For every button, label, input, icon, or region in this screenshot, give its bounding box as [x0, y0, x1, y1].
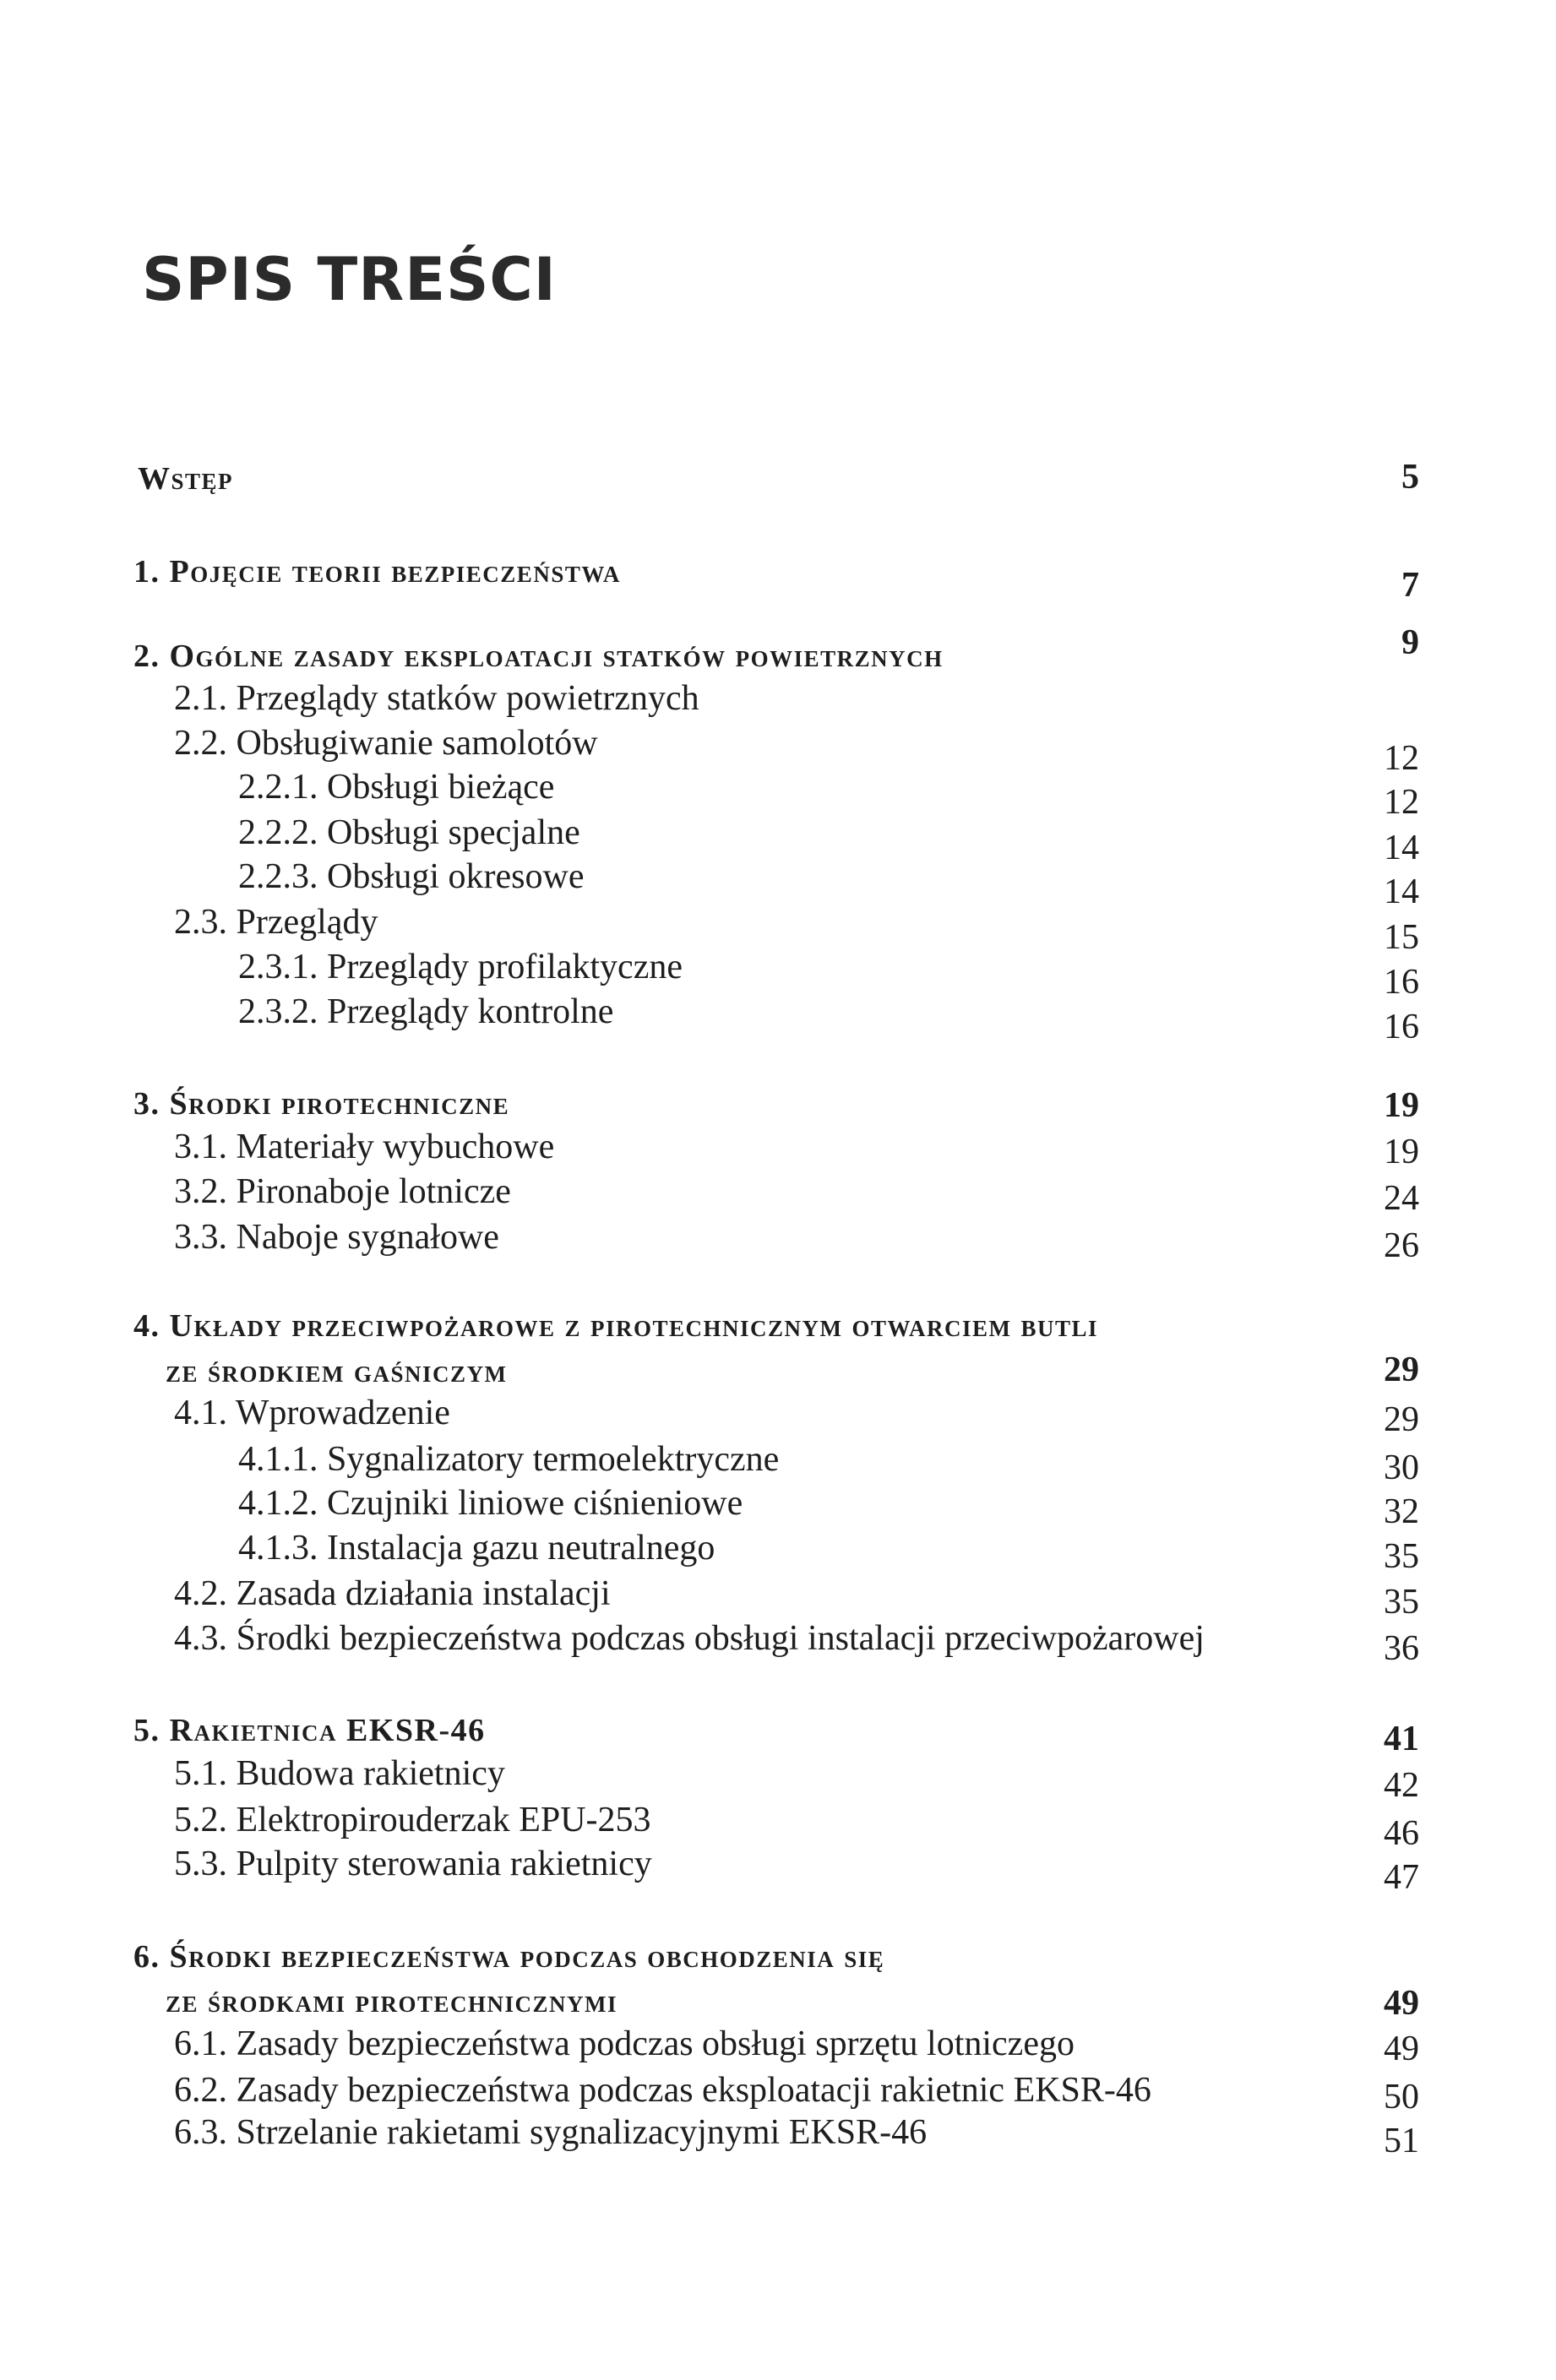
toc-entry [0, 1298, 1556, 1345]
toc-entry-page-number: 32 [1384, 1492, 1419, 1531]
toc-entry-page-number: 51 [1384, 2122, 1419, 2160]
toc-entry-title: 4.1.3. Instalacja gazu neutralnego [238, 1529, 715, 1568]
toc-entry-title: Wstęp [138, 461, 234, 497]
toc-entry-title: 5.2. Elektropirouderzak EPU-253 [174, 1801, 651, 1839]
toc-entry [0, 1747, 1556, 1805]
toc-entry [0, 941, 1556, 1002]
toc-entry-title: 4.1.1. Sygnalizatory termoelektryczne [238, 1440, 780, 1479]
toc-entry-page-number: 15 [1384, 918, 1419, 957]
toc-entry-title: ze środkiem gaśniczym [166, 1354, 508, 1389]
toc-entry-title: 4. Układy przeciwpożarowe z pirotechnicznym otwarciem butli [133, 1308, 1099, 1344]
toc-entry-title: 2.3. Przeglądy [174, 903, 378, 942]
toc-entry [0, 451, 1556, 498]
toc-entry-title: 6.2. Zasady bezpieczeństwa podczas eksploatacji rakietnic EKSR-46 [174, 2071, 1151, 2110]
toc-entry-page-number: 16 [1384, 963, 1419, 1002]
toc-entry-page-number: 29 [1384, 1400, 1419, 1439]
toc-entry [0, 1166, 1556, 1218]
toc-entry-title: 3.2. Pironaboje lotnicze [174, 1172, 511, 1211]
toc-entry-title: 1. Pojęcie teorii bezpieczeństwa [133, 554, 621, 590]
toc-entry [0, 1794, 1556, 1853]
toc-entry [0, 1387, 1556, 1439]
toc-entry [0, 623, 1556, 676]
toc-entry-page-number: 49 [1384, 1984, 1419, 2023]
toc-entry-title: 5.1. Budowa rakietnicy [174, 1754, 505, 1793]
toc-entry [0, 1211, 1556, 1265]
toc-entry-title: 4.1. Wprowadzenie [174, 1394, 450, 1432]
toc-entry [0, 2064, 1556, 2116]
toc-entry-page-number: 35 [1384, 1537, 1419, 1576]
toc-entry-page-number: 5 [1401, 458, 1419, 497]
toc-entry [0, 2106, 1556, 2160]
toc-entry-title: 2.3.2. Przeglądy kontrolne [238, 992, 614, 1031]
toc-entry-page-number: 35 [1384, 1583, 1419, 1622]
toc-entry-page-number: 26 [1384, 1226, 1419, 1265]
toc-entry-page-number: 12 [1384, 739, 1419, 778]
toc-entry-title: 2.2.1. Obsługi bieżące [238, 768, 555, 807]
toc-entry-page-number: 36 [1384, 1629, 1419, 1668]
toc-entry-title: 4.2. Zasada działania instalacji [174, 1574, 611, 1613]
toc-entry-title: 3.3. Naboje sygnałowe [174, 1218, 499, 1257]
toc-entry-page-number: 24 [1384, 1179, 1419, 1218]
toc-entry-title: 2.1. Przeglądy statków powietrznych [174, 679, 699, 718]
toc-entry-page-number: 19 [1384, 1086, 1419, 1125]
toc-entry-title: 3. Środki pirotechniczne [133, 1086, 510, 1122]
toc-entry-page-number: 19 [1384, 1133, 1419, 1171]
toc-entry-page-number: 12 [1384, 783, 1419, 822]
toc-entry-page-number: 41 [1384, 1720, 1419, 1758]
toc-entry [0, 2018, 1556, 2068]
toc-entry [0, 1344, 1556, 1391]
toc-entry [0, 1076, 1556, 1123]
toc-entry-page-number: 46 [1384, 1814, 1419, 1853]
toc-entry-title: 4.3. Środki bezpieczeństwa podczas obsługi instalacji przeciwpożarowej [174, 1619, 1205, 1658]
toc-entry-page-number: 29 [1384, 1350, 1419, 1389]
toc-entry-page-number: 42 [1384, 1766, 1419, 1805]
toc-entry-page-number: 30 [1384, 1448, 1419, 1487]
toc-entry-title: 3.1. Materiały wybuchowe [174, 1128, 555, 1166]
toc-entry-page-number: 14 [1384, 829, 1419, 867]
toc-entry-title: 6.3. Strzelanie rakietami sygnalizacyjnymi EKSR-46 [174, 2113, 928, 2152]
toc-entry-title: 4.1.2. Czujniki liniowe ciśnieniowe [238, 1484, 743, 1523]
toc-entry [0, 1477, 1556, 1531]
toc-entry-page-number: 50 [1384, 2078, 1419, 2116]
toc-entry [0, 896, 1556, 957]
toc-entry-title: 6.1. Zasady bezpieczeństwa podczas obsługi sprzętu lotniczego [174, 2024, 1075, 2063]
toc-entry [0, 1568, 1556, 1622]
toc-entry [0, 850, 1556, 911]
toc-entry [0, 544, 1556, 605]
toc-entry [0, 1522, 1556, 1576]
toc-entry [0, 986, 1556, 1046]
toc-entry [0, 1703, 1556, 1758]
toc-entry-title: 5. Rakietnica EKSR-46 [133, 1713, 486, 1748]
toc-entry-title: 2.2. Obsługiwanie samolotów [174, 724, 598, 763]
toc-entry-title: ze środkami pirotechnicznymi [166, 1984, 618, 2019]
page-title: SPIS TREŚCI [142, 245, 557, 314]
toc-entry-page-number: 7 [1401, 566, 1419, 605]
toc-entry-title: 5.3. Pulpity sterowania rakietnicy [174, 1845, 652, 1883]
toc-entry [0, 1121, 1556, 1171]
toc-entry-title: 6. Środki bezpieczeństwa podczas obchodzenia się [133, 1939, 885, 1975]
toc-entry-page-number: 16 [1384, 1008, 1419, 1046]
toc-entry-page-number: 14 [1384, 872, 1419, 911]
toc-entry-title: 2.2.3. Obsługi okresowe [238, 857, 585, 896]
toc-entry [0, 1612, 1556, 1668]
toc-entry [0, 717, 1556, 778]
toc-entry-page-number: 9 [1401, 623, 1419, 662]
toc-entry [0, 761, 1556, 822]
toc-entry [0, 1929, 1556, 1976]
toc-entry-title: 2.3.1. Przeglądy profilaktyczne [238, 948, 683, 986]
toc-entry [0, 672, 1556, 720]
toc-entry [0, 1838, 1556, 1897]
toc-entry [0, 1974, 1556, 2021]
toc-entry [0, 807, 1556, 867]
toc-entry [0, 1433, 1556, 1487]
toc-entry-page-number: 49 [1384, 2030, 1419, 2068]
toc-entry-title: 2.2.2. Obsługi specjalne [238, 813, 580, 852]
toc-entry-title: 2. Ogólne zasady eksploatacji statków powietrznych [133, 638, 944, 674]
toc-entry-page-number: 47 [1384, 1858, 1419, 1897]
